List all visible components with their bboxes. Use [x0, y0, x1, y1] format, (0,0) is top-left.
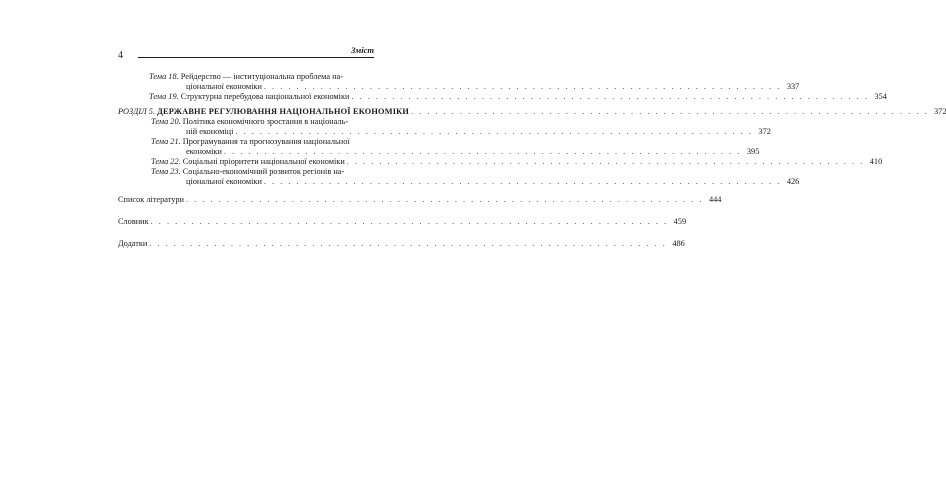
toc-entry-label: Список літератури — [118, 195, 184, 204]
toc-entry-tema-21 — [151, 137, 760, 157]
topic-title-continued: ціональної економіки — [186, 177, 262, 186]
header-rule — [138, 57, 374, 58]
toc-entry-literature — [118, 195, 722, 205]
dot-leader — [347, 157, 864, 167]
toc-page-number: 444 — [708, 195, 722, 204]
section-number: РОЗДІЛ 5. — [118, 107, 156, 116]
toc-entry-tema-18 — [149, 72, 800, 92]
topic-number: Тема 21. — [151, 137, 181, 146]
dot-leader — [351, 92, 868, 102]
dot-leader — [411, 107, 928, 117]
topic-title: Рейдерство — інституціональна проблема на- — [180, 72, 343, 81]
page-header — [118, 44, 374, 62]
topic-number: Тема 18. — [149, 72, 179, 81]
dot-leader — [151, 217, 668, 227]
topic-number: Тема 22. — [151, 157, 181, 166]
toc-page-number: 486 — [672, 239, 685, 248]
toc-entry-glossary — [118, 217, 687, 227]
topic-title: Структурна перебудова національної економіки — [180, 92, 350, 101]
dot-leader — [224, 147, 741, 157]
toc-entry-label: Словник — [118, 217, 149, 226]
topic-number: Тема 19. — [149, 92, 179, 101]
toc-page-number: 395 — [746, 147, 760, 156]
dot-leader — [264, 177, 781, 187]
toc-entry-tema-20 — [151, 117, 771, 137]
toc-page-number: 354 — [874, 92, 887, 101]
topic-title-continued: ній економіці — [186, 127, 234, 136]
toc-page-number: 410 — [869, 157, 883, 166]
toc-entry-tema-23 — [151, 167, 800, 187]
dot-leader — [186, 195, 703, 205]
toc-page-number: 372 — [758, 127, 771, 136]
dot-leader — [149, 239, 666, 249]
dot-leader — [235, 127, 752, 137]
toc-page-number: 459 — [673, 217, 687, 226]
topic-title-continued: економіки — [186, 147, 222, 156]
running-section-title: Зміст — [351, 45, 374, 55]
toc-entry-tema-22 — [151, 157, 883, 167]
toc-entry-label: Додатки — [118, 239, 148, 248]
topic-title: Політика економічного зростання в національ- — [182, 117, 349, 126]
toc-entry-rozdil-5 — [118, 107, 946, 117]
page-number: 4 — [118, 50, 123, 61]
topic-number: Тема 20. — [151, 117, 181, 126]
topic-number: Тема 23. — [151, 167, 181, 176]
table-of-contents — [118, 72, 946, 249]
dot-leader — [264, 82, 781, 92]
toc-page-number: 372 — [934, 107, 946, 116]
section-title: ДЕРЖАВНЕ РЕГУЛЮВАННЯ НАЦІОНАЛЬНОЇ ЕКОНОМІКИ — [157, 107, 410, 116]
toc-entry-tema-19 — [149, 92, 887, 102]
topic-title: Соціальні пріоритети національної економіки — [182, 157, 345, 166]
toc-page-number: 426 — [786, 177, 800, 186]
toc-entry-appendix — [118, 239, 685, 249]
topic-title-continued: ціональної економіки — [186, 82, 262, 91]
topic-title: Соціально-економічний розвиток регіонів на- — [182, 167, 345, 176]
topic-title: Програмування та прогнозування національної — [182, 137, 350, 146]
toc-page-number: 337 — [786, 82, 800, 91]
